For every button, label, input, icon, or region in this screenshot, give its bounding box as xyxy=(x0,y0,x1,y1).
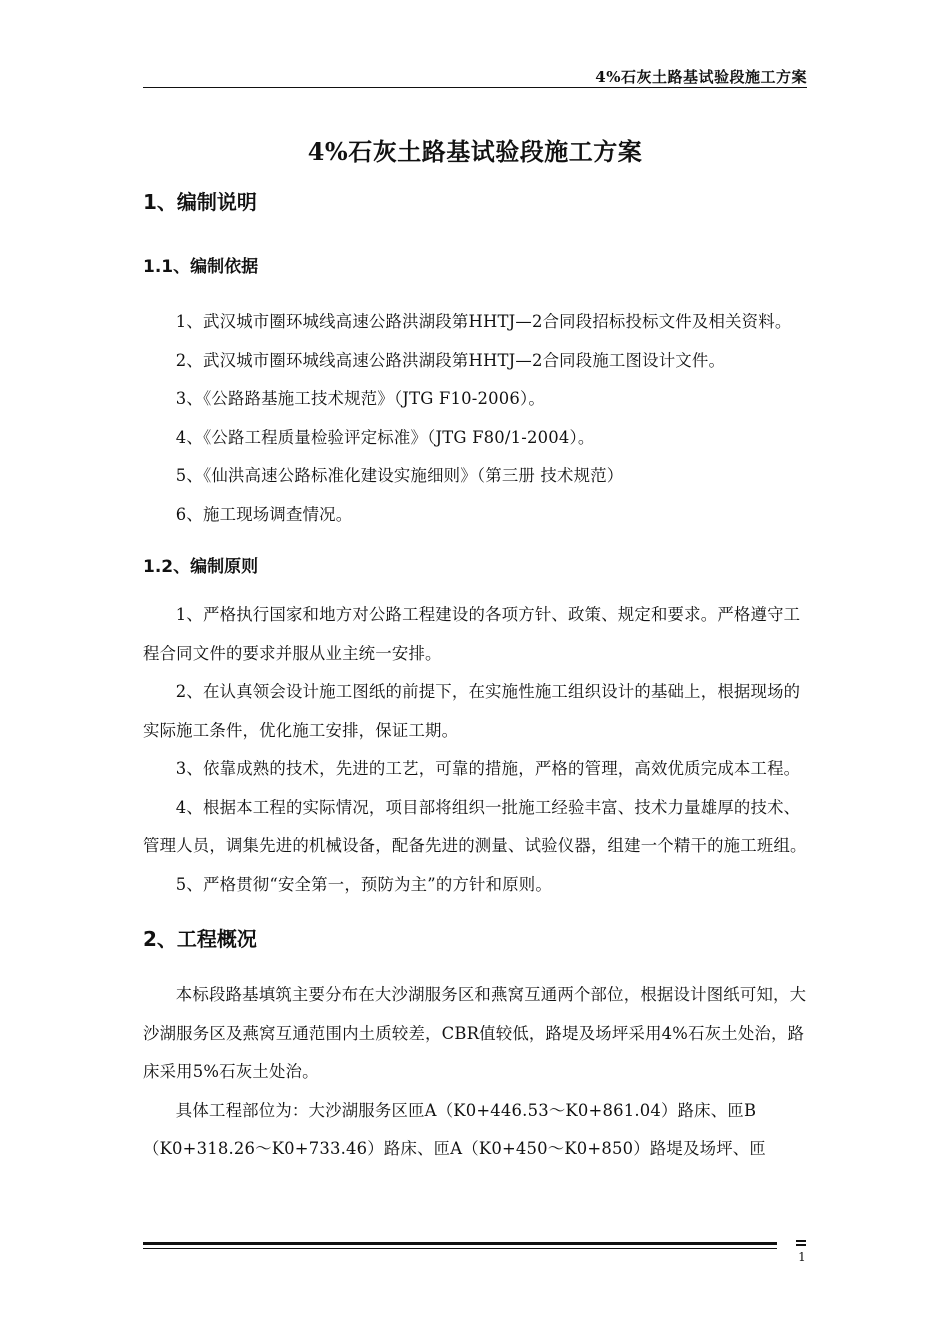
footer-rule-thin xyxy=(143,1248,777,1249)
basis-item: 6、施工现场调查情况。 xyxy=(175,504,353,524)
basis-item: 4、《公路工程质量检验评定标准》（JTG F80/1-2004）。 xyxy=(175,427,595,447)
basis-item: 3、《公路路基施工技术规范》（JTG F10-2006）。 xyxy=(175,389,545,408)
page-mark-icon xyxy=(796,1240,806,1248)
overview-paragraph: 本标段路基填筑主要分布在大沙湖服务区和燕窝互通两个部位，根据设计图纸可知，大沙湖服务区及燕窝互通范围内土质较差，CBR值较低，路堤及场坪采用4%石灰土处治，路床采用5%石灰土处治。 xyxy=(143,985,807,1081)
principle-item: 3、依靠成熟的技术，先进的工艺，可靠的措施，严格的管理，高效优质完成本工程。 xyxy=(175,759,801,778)
basis-item: 1、武汉城市圈环城线高速公路洪湖段第HHTJ—2合同段招标投标文件及相关资料。 xyxy=(175,312,792,331)
header-rule xyxy=(143,87,807,88)
basis-item: 5、《仙洪高速公路标准化建设实施细则》（第三册 技术规范） xyxy=(175,466,624,485)
subsection-heading-1-2: 1.2、编制原则 xyxy=(143,557,259,577)
principle-item: 1、严格执行国家和地方对公路工程建设的各项方针、政策、规定和要求。严格遵守工程合同文件的要求并服从业主统一安排。 xyxy=(143,605,801,663)
basis-item: 2、武汉城市圈环城线高速公路洪湖段第HHTJ—2合同段施工图设计文件。 xyxy=(175,350,726,370)
running-header: 4%石灰土路基试验段施工方案 xyxy=(595,68,807,86)
document-body xyxy=(143,187,807,1169)
page-number: 1 xyxy=(798,1250,806,1264)
overview-paragraph: 具体工程部位为：大沙湖服务区匝A（K0+446.53～K0+861.04）路床、匝B（K0+318.26～K0+733.46）路床、匝A（K0+450～K0+850）路堤及场坪、匝 xyxy=(143,1100,766,1158)
principle-item: 4、根据本工程的实际情况，项目部将组织一批施工经验丰富、技术力量雄厚的技术、管理人员，调集先进的机械设备，配备先进的测量、试验仪器，组建一个精干的施工班组。 xyxy=(143,797,807,855)
footer-rule-thick xyxy=(143,1242,777,1245)
section-heading-2: 2、工程概况 xyxy=(143,927,257,951)
document-title: 4%石灰土路基试验段施工方案 xyxy=(307,137,643,166)
subsection-heading-1-1: 1.1、编制依据 xyxy=(143,257,259,277)
principle-item: 5、严格贯彻“安全第一，预防为主”的方针和原则。 xyxy=(175,874,552,894)
principle-item: 2、在认真领会设计施工图纸的前提下，在实施性施工组织设计的基础上，根据现场的实际施工条件，优化施工安排，保证工期。 xyxy=(143,682,801,740)
section-heading-1: 1、编制说明 xyxy=(143,190,257,214)
